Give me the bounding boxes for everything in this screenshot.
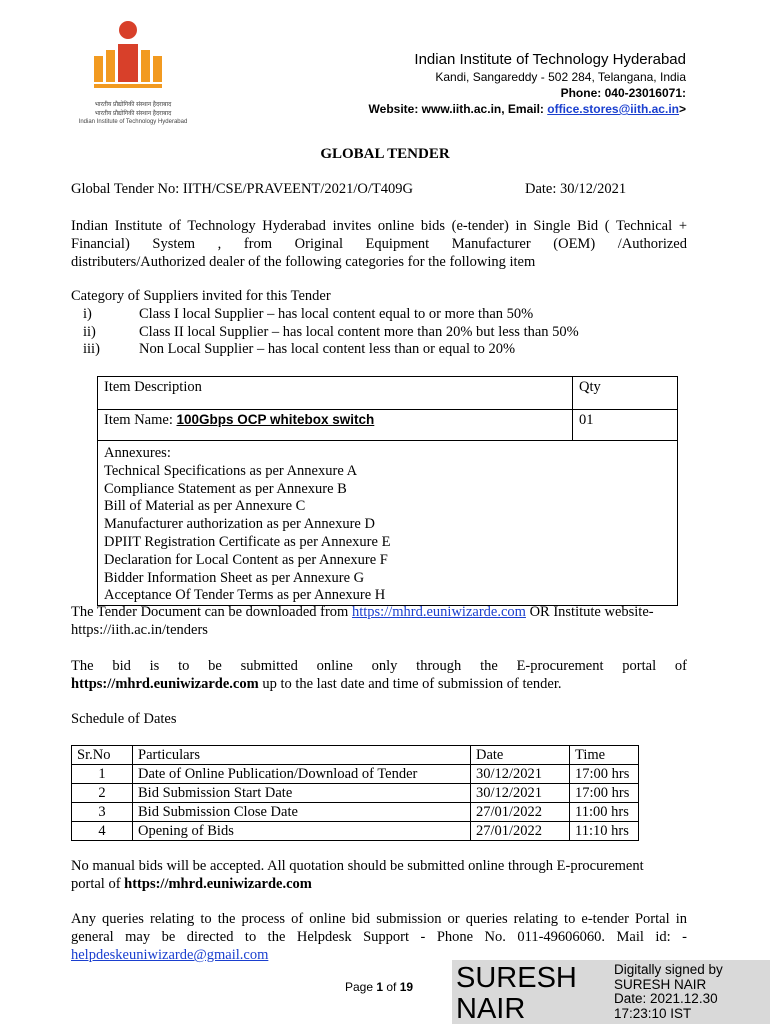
category-list — [71, 306, 691, 359]
manual-portal: https://mhrd.euniwizarde.com — [124, 876, 312, 892]
intro-line-1: Indian Institute of Technology Hyderabad invites online bids (e-tender) in Single Bid ( Technical + — [71, 218, 687, 234]
institute-tenders-url: https://iith.ac.in/tenders — [71, 622, 208, 638]
schedule-date: 27/01/2022 — [471, 822, 570, 841]
download-prefix: The Tender Document can be downloaded from — [71, 604, 352, 620]
submission-suffix: up to the last date and time of submission of tender. — [258, 676, 562, 692]
signature-info-line-4: 17:23:10 IST — [614, 1005, 692, 1021]
item-name-label: Item Name: — [104, 412, 177, 428]
table-header-row — [98, 377, 678, 410]
website-suffix: > — [678, 102, 686, 116]
category-item — [71, 306, 691, 324]
logo-hindi-text-2: भारतीय प्रौद्योगिकी संस्थान हैदराबाद — [94, 111, 172, 117]
annexure-row — [98, 441, 678, 606]
annexure-item: Bill of Material as per Annexure C — [104, 498, 306, 515]
category-text: Class I local Supplier – has local content equal to or more than 50% — [139, 306, 534, 322]
schedule-heading: Schedule of Dates — [71, 711, 177, 727]
manual-prefix: portal of — [71, 876, 125, 892]
submission-line-2 — [71, 675, 687, 693]
institute-logo — [78, 20, 194, 130]
institute-address: Kandi, Sangareddy - 502 284, Telangana, India — [435, 70, 686, 84]
signature-info-line-2: SURESH NAIR — [614, 976, 707, 992]
intro-line-3: distributers/Authorized dealer of the following categories for the following item — [71, 254, 536, 270]
submission-portal: https://mhrd.euniwizarde.com — [71, 676, 259, 692]
category-text: Class II local Supplier – has local content more than 20% but less than 50% — [139, 323, 579, 340]
website-label: Website: www.iith.ac.in, Email: — [368, 102, 548, 116]
schedule-date: 30/12/2021 — [471, 765, 570, 784]
manual-bids-paragraph — [71, 857, 691, 893]
annexure-item: DPIIT Registration Certificate as per Annexure E — [104, 533, 391, 550]
category-num: i) — [83, 306, 92, 322]
category-text: Non Local Supplier – has local content less than or equal to 20% — [139, 341, 516, 357]
tender-number: Global Tender No: IITH/CSE/PRAVEENT/2021/O/T409G — [71, 181, 413, 197]
categories-heading: Category of Suppliers invited for this Tender — [71, 288, 331, 304]
schedule-srno: 1 — [72, 765, 133, 784]
download-paragraph — [71, 603, 691, 639]
page-number — [345, 980, 413, 994]
stores-email-link[interactable]: office.stores@iith.ac.in — [547, 102, 679, 116]
schedule-table — [71, 745, 639, 841]
date-header: Date — [471, 746, 570, 765]
schedule-time: 17:00 hrs — [570, 765, 639, 784]
intro-paragraph — [71, 217, 687, 271]
category-num: ii) — [83, 323, 96, 340]
annexure-heading: Annexures: — [104, 445, 171, 461]
item-table — [97, 376, 678, 606]
signature-info-line-1: Digitally signed by — [614, 962, 723, 977]
table-row — [72, 803, 639, 822]
logo-hindi-text-1: भारतीय प्रौद्योगिकी संस्थान हैदराबाद — [94, 102, 172, 108]
annexure-item: Bidder Information Sheet as per Annexure G — [104, 569, 365, 586]
euniwizarde-link[interactable]: https://mhrd.euniwizarde.com — [351, 604, 526, 620]
schedule-srno: 3 — [72, 803, 133, 822]
download-suffix: OR Institute website- — [525, 604, 654, 620]
queries-line-2: general may be directed to the Helpdesk Support - Phone No. 011-49606060. Mail id: - — [71, 929, 687, 945]
annexure-item: Declaration for Local Content as per Annexure F — [104, 551, 388, 568]
particulars-header: Particulars — [133, 746, 471, 765]
table-row — [72, 822, 639, 841]
tender-date: Date: 30/12/2021 — [525, 181, 627, 197]
submission-line-1: The bid is to be submitted online only through the E-procurement portal of — [71, 658, 687, 674]
qty-header: Qty — [573, 377, 678, 410]
item-name-cell — [98, 410, 573, 441]
table-row — [72, 784, 639, 803]
schedule-date: 30/12/2021 — [471, 784, 570, 803]
page-total: 19 — [399, 980, 414, 994]
download-line-1 — [71, 603, 691, 621]
annexure-item: Manufacturer authorization as per Annexure D — [104, 516, 375, 533]
signature-info-line-3: Date: 2021.12.30 — [614, 991, 718, 1006]
schedule-particulars: Bid Submission Start Date — [133, 784, 471, 803]
schedule-particulars: Bid Submission Close Date — [133, 803, 471, 822]
institute-website — [369, 102, 686, 116]
page-prefix: Page — [345, 980, 377, 994]
schedule-header-row — [72, 746, 639, 765]
schedule-particulars: Date of Online Publication/Download of Tender — [133, 765, 471, 784]
item-description-header: Item Description — [98, 377, 573, 410]
schedule-time: 11:00 hrs — [570, 803, 639, 822]
annexure-item: Technical Specifications as per Annexure A — [104, 462, 358, 479]
item-qty-cell: 01 — [573, 410, 678, 441]
schedule-time: 17:00 hrs — [570, 784, 639, 803]
institute-phone: Phone: 040-23016071: — [560, 86, 686, 100]
category-num: iii) — [83, 341, 100, 357]
annexure-item: Compliance Statement as per Annexure B — [104, 480, 347, 497]
schedule-srno: 4 — [72, 822, 133, 841]
table-row — [98, 410, 678, 441]
page-of: of — [383, 980, 400, 994]
schedule-particulars: Opening of Bids — [133, 822, 471, 841]
schedule-time: 11:10 hrs — [570, 822, 639, 841]
schedule-date: 27/01/2022 — [471, 803, 570, 822]
page-current: 1 — [376, 980, 384, 994]
signature-name-line-1: SURESH — [456, 962, 577, 994]
institute-name: Indian Institute of Technology Hyderabad — [414, 51, 686, 68]
queries-line-1: Any queries relating to the process of online bid submission or queries relating to e-tender Portal in — [71, 911, 687, 927]
annexure-item: Acceptance Of Tender Terms as per Annexure H — [104, 587, 386, 604]
schedule-srno: 2 — [72, 784, 133, 803]
srno-header: Sr.No — [72, 746, 133, 765]
time-header: Time — [570, 746, 639, 765]
digital-signature — [452, 960, 770, 1024]
logo-english-text: Indian Institute of Technology Hyderabad — [78, 119, 188, 125]
manual-line-1: No manual bids will be accepted. All quotation should be submitted online through E-procurement — [71, 858, 644, 874]
category-item — [71, 341, 691, 359]
signature-name-line-2: NAIR — [456, 993, 526, 1025]
item-name-value: 100Gbps OCP whitebox switch — [176, 412, 375, 427]
intro-line-2: Financial) System , from Original Equipment Manufacturer (OEM) /Authorized — [71, 236, 687, 252]
queries-paragraph — [71, 910, 687, 964]
category-item — [71, 324, 691, 342]
helpdesk-email-link[interactable]: helpdeskeuniwizarde@gmail.com — [71, 947, 269, 963]
page-title: GLOBAL TENDER — [320, 146, 450, 162]
table-row — [72, 765, 639, 784]
submission-paragraph — [71, 657, 687, 693]
signature-info — [614, 963, 723, 1021]
annexure-cell — [98, 441, 678, 606]
manual-line-2 — [71, 875, 691, 893]
